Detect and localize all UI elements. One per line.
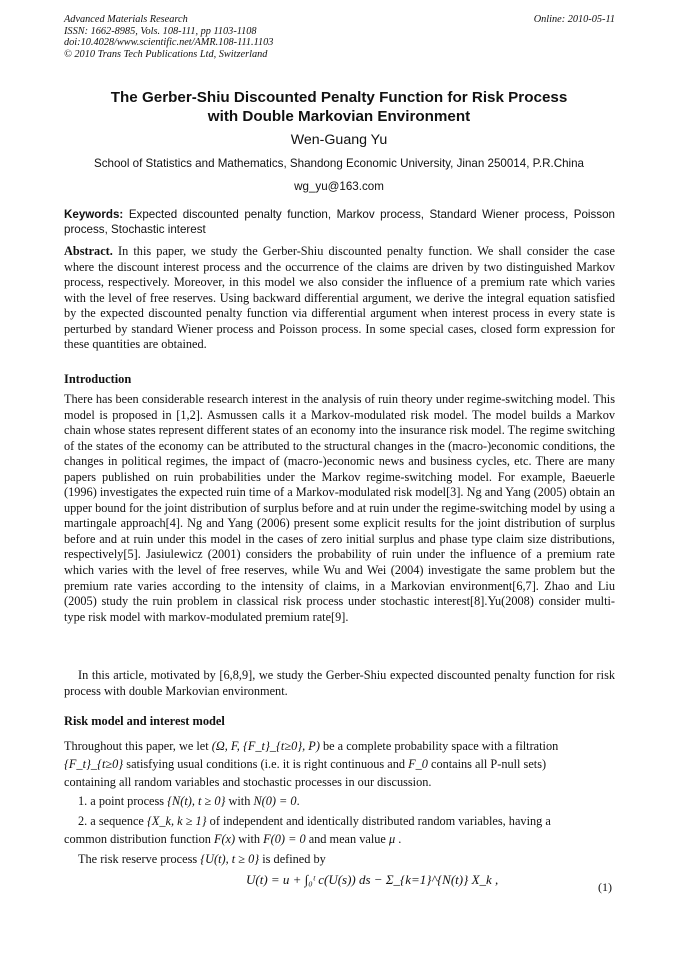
f0-zero-math: F(0) = 0 — [263, 832, 306, 846]
doi-line: doi:10.4028/www.scientific.net/AMR.108-111.1103 — [64, 37, 274, 49]
risk-line-1-text-b: be a complete probability space with a filtration — [323, 739, 559, 753]
list-item-1 — [78, 794, 629, 809]
sequence-math: {X_k, k ≥ 1} — [146, 814, 207, 828]
risk-line-2 — [64, 757, 615, 772]
abstract-label: Abstract. — [64, 244, 113, 258]
equation-1-number: (1) — [598, 880, 612, 894]
reserve-text-b: is defined by — [262, 852, 326, 866]
equation-1: U(t) = u + ∫₀ᵗ c(U(s)) ds − Σ_{k=1}^{N(t)} X_k , — [246, 872, 499, 887]
filtration-math: {F_t}_{t≥0} — [64, 757, 124, 771]
issn-line: ISSN: 1662-8985, Vols. 108-111, pp 1103-1108 — [64, 25, 257, 37]
author-name: Wen-Guang Yu — [290, 132, 388, 148]
title-line-1: The Gerber-Shiu Discounted Penalty Function for Risk Process — [110, 89, 568, 106]
item-1-text-a: 1. a point process — [78, 794, 165, 808]
title-line-2: with Double Markovian Environment — [207, 107, 471, 125]
item-1-text-c: . — [296, 794, 300, 808]
list-item-2 — [78, 814, 629, 829]
keywords-block — [64, 207, 615, 238]
introduction-paragraph-2: In this article, motivated by [6,8,9], we study the Gerber-Shiu expected discounted penalty function for risk process with double Markovian environment. — [64, 668, 615, 698]
risk-line-1 — [64, 739, 615, 754]
keywords-text: Expected discounted penalty function, Markov process, Standard Wiener process, Poisson process, Stochastic interest — [64, 208, 615, 237]
keywords-label: Keywords: — [64, 208, 124, 221]
paper-title — [64, 89, 614, 126]
abstract-block — [64, 244, 615, 353]
risk-line-1-text-a: Throughout this paper, we let — [64, 739, 209, 753]
list-item-2-line-2 — [64, 832, 615, 847]
author-affiliation: School of Statistics and Mathematics, Shandong Economic University, Jinan 250014, P.R.China — [94, 157, 584, 170]
risk-line-2-text-a: satisfying usual conditions (i.e. it is right continuous and — [126, 757, 406, 771]
point-process-math: {N(t), t ≥ 0} — [167, 794, 226, 808]
risk-line-2-text-b: contains all P-null sets) — [430, 757, 547, 771]
abstract-text: In this paper, we study the Gerber-Shiu discounted penalty function. We shall consider the case where the discount interest process and the occurrence of the claims are driven by two distinguished Markov process, respectively. Moreover, in this model we also consider the influence of a premium rate which varies with the level of free reserves. Using backward differential argument, we derive the integral equation satisfied by the expected discounted penalty function via differential argument when interest process in every state is perturbed by standard Wiener process and Poisson process. In some special cases, closed form expression for these quantities are obtained. — [64, 244, 615, 352]
item-2-line-2-text-a: common distribution function — [64, 832, 211, 846]
item-2-line-2-text-b: with — [238, 832, 261, 846]
reserve-process-math: {U(t), t ≥ 0} — [200, 852, 260, 866]
reserve-text-a: The risk reserve process — [78, 852, 198, 866]
risk-line-3: containing all random variables and stochastic processes in our discussion. — [64, 775, 432, 789]
mean-mu-math: μ — [388, 832, 396, 846]
item-2-text-a: 2. a sequence — [78, 814, 144, 828]
journal-name: Advanced Materials Research — [64, 14, 188, 25]
item-2-line-2-text-d: . — [398, 832, 402, 846]
item-2-line-2-text-c: and mean value — [308, 832, 386, 846]
introduction-paragraph-1: There has been considerable research interest in the analysis of ruin theory under regime-switching model. This model is proposed in [1,2]. Asmussen calls it a Markov-modulated risk model. The model builds a Markov chain whose states represent different states of an economy into the insurance risk model. The regime switching of the states of the economy can be attributed to the structural changes in the (macro-)economic conditions, the changes in political regimes, the impact of (macro-)economic news and business cycles, etc. There are many papers published on ruin probabilities under the Markov regime-switching model. For example, Baeuerle (1996) investigates the expected ruin time of a Markov-modulated risk model[3]. Ng and Yang (2005) obtain an upper bound for the joint distribution of surplus before and at ruin under the regime-switching model by using a martingale approach[4]. Ng and Yang (2006) present some explicit results for the joint distribution of surplus before and at ruin under this model in the cases of zero initial surplus and phase type claim size distributions, respectively[5]. Jasiulewicz (2001) considers the probability of ruin under the influence of a premium rate which varies with the level of free reserves, while Wu and Wei (2004) investigate the same problem but the premium rate varies according to the intensity of claims, in a Markovian environment[6,7]. Zhao and Liu (2005) study the ruin problem in classical risk process under stochastic interest[8].Yu(2008) consider multi-type risk model with markov-modulated premium rate[9]. — [64, 392, 615, 624]
risk-model-heading: Risk model and interest model — [64, 714, 225, 728]
copyright-line: © 2010 Trans Tech Publications Ltd, Switzerland — [64, 48, 268, 60]
author-email: wg_yu@163.com — [294, 180, 384, 193]
n0-math: N(0) = 0 — [253, 794, 297, 808]
reserve-process-line — [78, 852, 629, 867]
distribution-function-math: F(x) — [213, 832, 236, 846]
probability-space-math: (Ω, F, {F_t}_{t≥0}, P) — [211, 739, 320, 753]
item-2-text-b: of independent and identically distributed random variables, having a — [209, 814, 551, 828]
f0-math: F_0 — [408, 757, 428, 771]
item-1-text-b: with — [228, 794, 251, 808]
online-date: Online: 2010-05-11 — [533, 14, 615, 25]
introduction-heading: Introduction — [64, 372, 132, 386]
journal-header — [64, 14, 394, 60]
